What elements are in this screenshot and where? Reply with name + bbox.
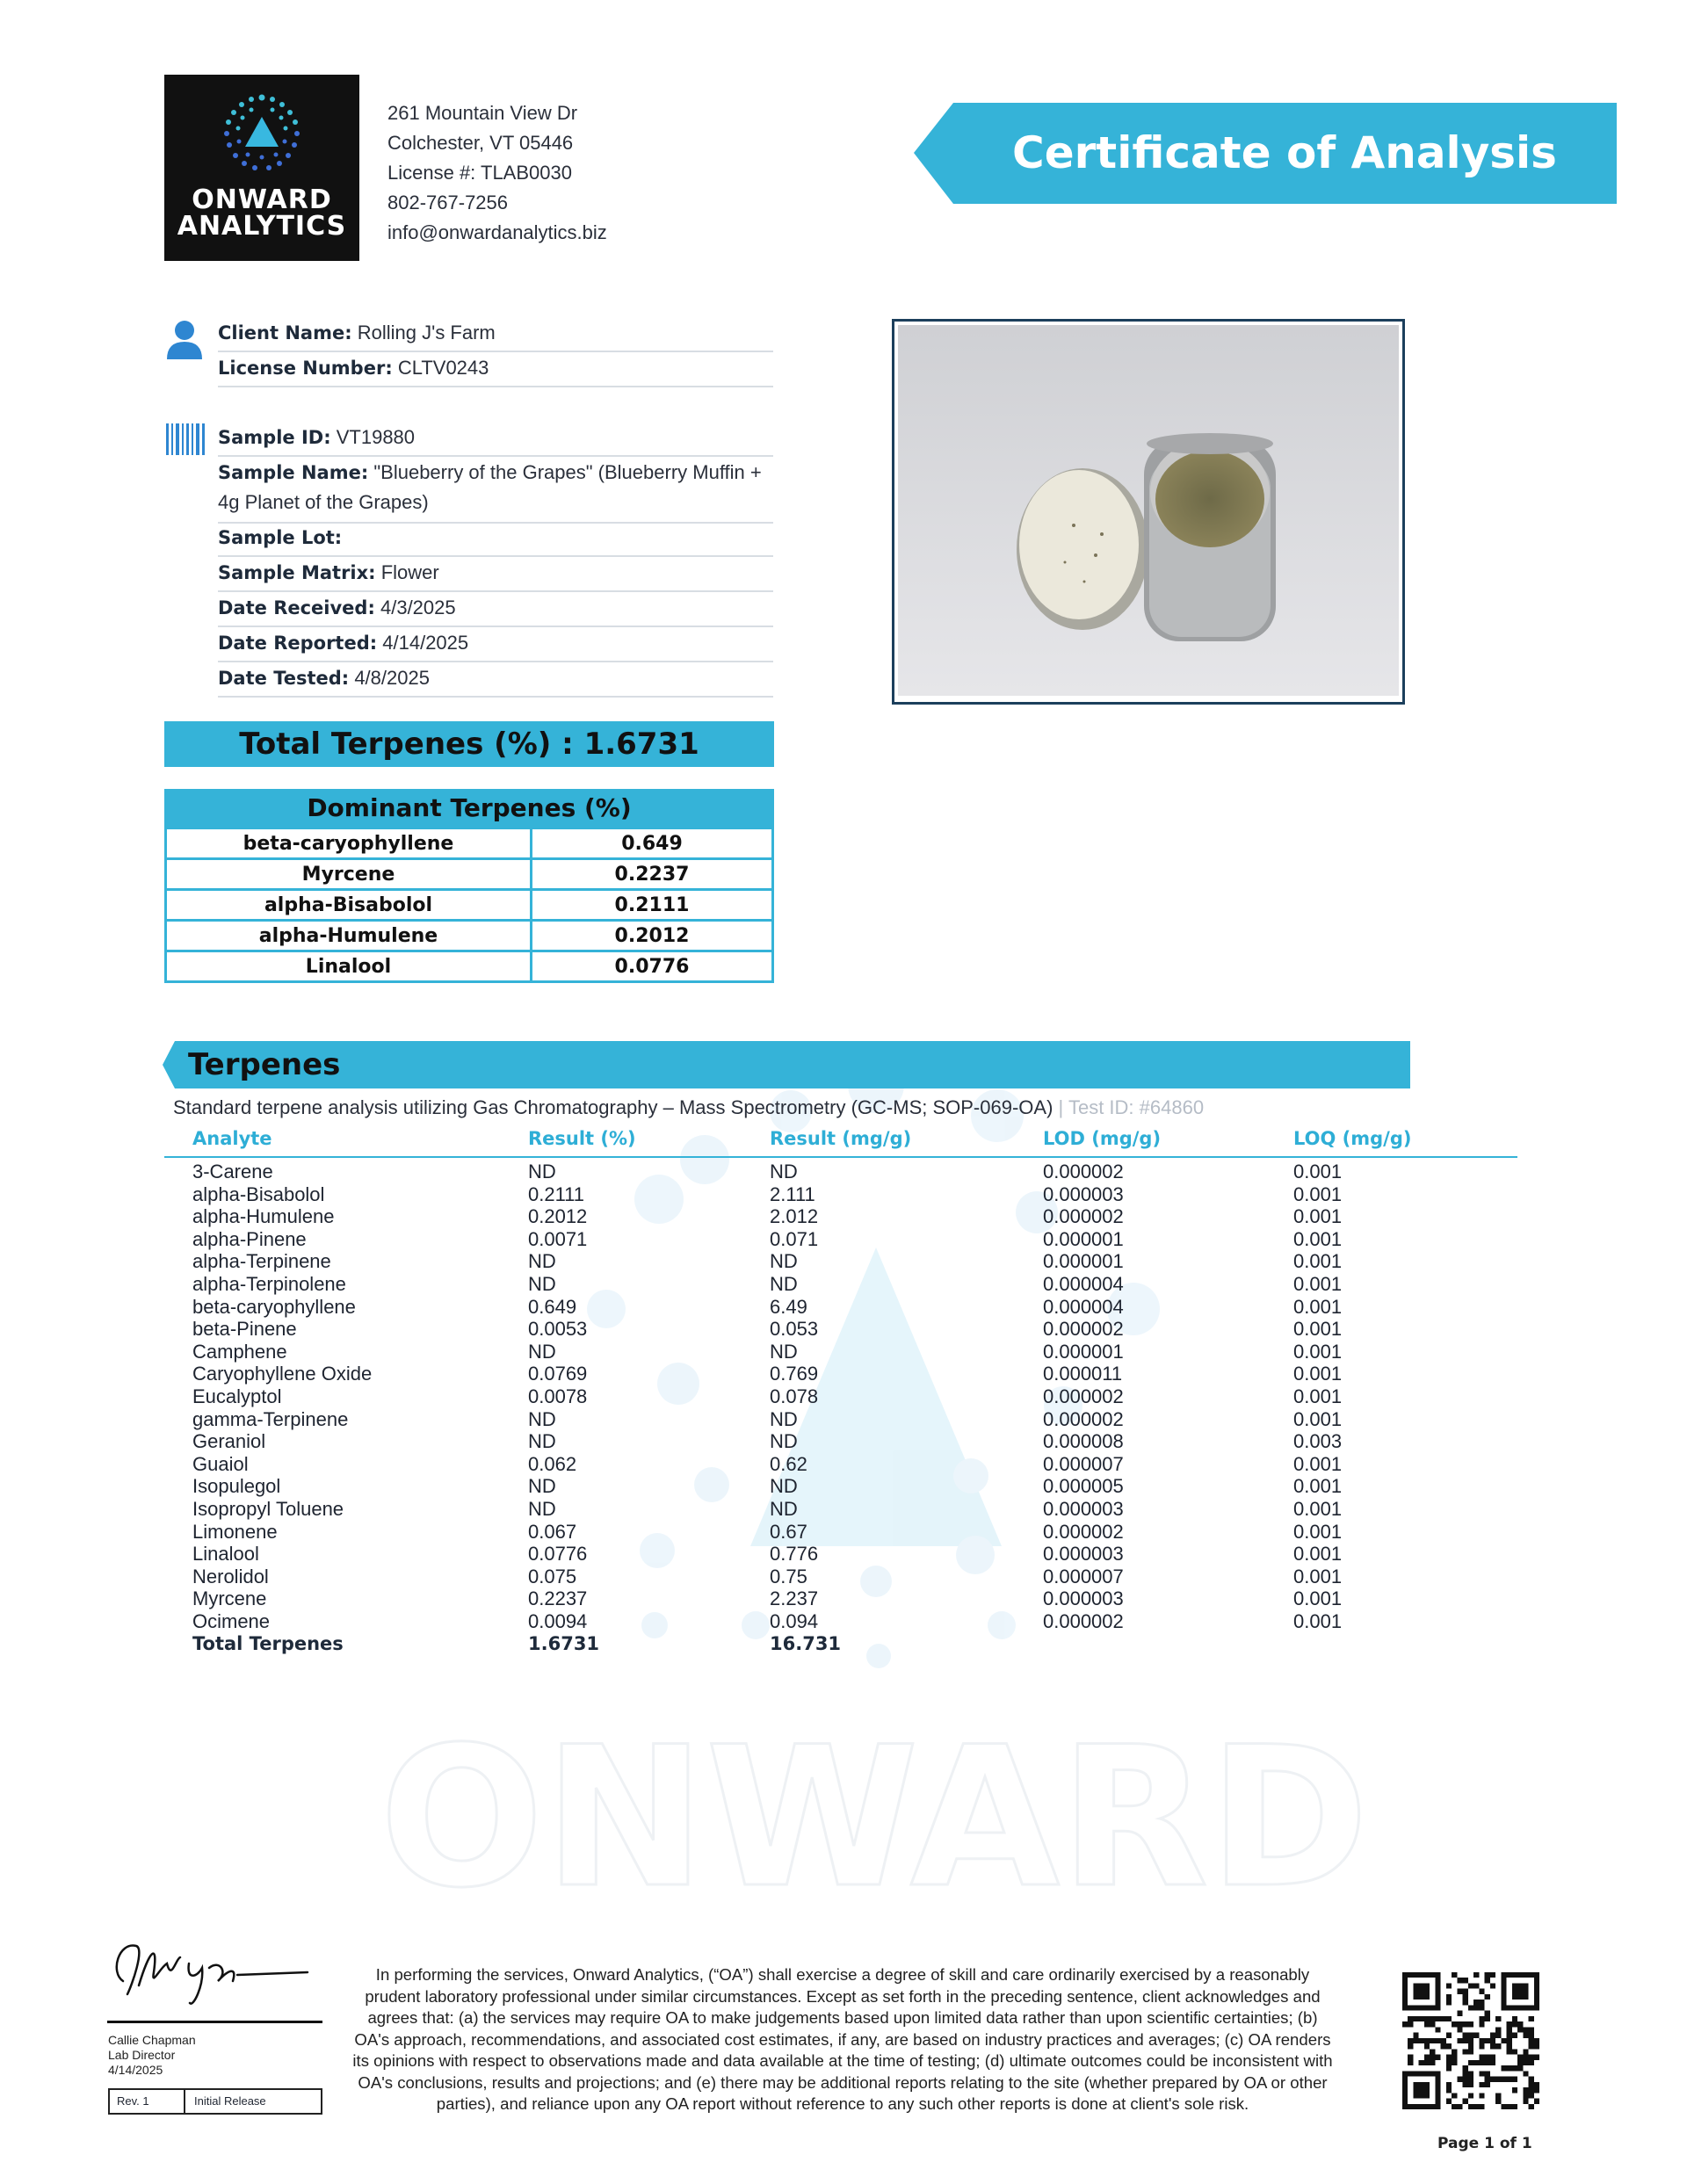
cell-loq: 0.001 [1293, 1273, 1343, 1295]
cell-result-pct: 0.075 [528, 1565, 577, 1587]
test-id: | Test ID: #64860 [1058, 1096, 1205, 1118]
logo-dots-icon [213, 90, 311, 178]
cell-loq: 0.001 [1293, 1363, 1343, 1385]
table-row [0, 1296, 1687, 1319]
sample-id-row [218, 421, 773, 457]
cell-analyte: Caryophyllene Oxide [192, 1363, 373, 1385]
cell-result-pct: 0.2012 [528, 1205, 588, 1228]
date-tested-label: Date Tested: [218, 668, 350, 689]
cell-result-mgg: 2.111 [770, 1182, 815, 1205]
cell-analyte: alpha-Bisabolol [192, 1182, 325, 1205]
cell-analyte: alpha-Terpinolene [192, 1273, 346, 1295]
method-description [173, 1095, 1204, 1121]
cell-lod: 0.000003 [1043, 1498, 1124, 1520]
table-row [0, 1385, 1687, 1408]
cell-loq: 0.001 [1293, 1295, 1343, 1318]
signer-name: Callie Chapman [108, 2033, 196, 2047]
table-row [0, 1566, 1687, 1588]
dominant-value: 0.649 [532, 828, 773, 859]
cell-lod: 0.000001 [1043, 1227, 1124, 1250]
barcode-icon [166, 423, 206, 455]
lab-email[interactable]: info@onwardanalytics.biz [387, 221, 607, 243]
cell-analyte: Ocimene [192, 1610, 271, 1632]
date-received-label: Date Received: [218, 597, 375, 618]
dominant-value: 0.2237 [532, 859, 773, 890]
cell-result-pct: 0.0094 [528, 1610, 588, 1632]
dominant-value: 0.2012 [532, 921, 773, 951]
cell-loq: 0.001 [1293, 1452, 1343, 1475]
cell-lod: 0.000004 [1043, 1273, 1124, 1295]
cell-result-mgg: ND [770, 1475, 798, 1498]
cell-result-mgg: 0.078 [770, 1385, 819, 1407]
signer-block [108, 2033, 196, 2078]
cell-result-pct: ND [528, 1340, 556, 1363]
client-license-label: License Number: [218, 358, 393, 379]
total-terpenes-banner: Total Terpenes (%) : 1.6731 [164, 721, 774, 767]
cell-analyte: alpha-Terpinene [192, 1250, 331, 1273]
revision-box [108, 2088, 322, 2115]
dominant-name: alpha-Humulene [166, 921, 532, 951]
cell-loq: 0.001 [1293, 1385, 1343, 1407]
cell-result-mgg: 2.012 [770, 1205, 819, 1228]
sample-matrix-value: Flower [380, 561, 439, 583]
dominant-value: 0.0776 [532, 951, 773, 982]
cell-analyte: Linalool [192, 1543, 259, 1566]
cell-lod: 0.000008 [1043, 1430, 1124, 1453]
cell-analyte: alpha-Pinene [192, 1227, 307, 1250]
cell-analyte: Nerolidol [192, 1565, 269, 1587]
cell-lod: 0.000002 [1043, 1610, 1124, 1632]
cell-result-pct: 0.2237 [528, 1587, 588, 1610]
sample-id-value: VT19880 [336, 426, 416, 448]
cell-lod: 0.000003 [1043, 1182, 1124, 1205]
signer-title: Lab Director [108, 2048, 176, 2062]
sample-matrix-row [218, 556, 773, 592]
client-license-row [218, 351, 773, 387]
user-icon [165, 319, 205, 363]
sample-name-value: "Blueberry of the Grapes" (Blueberry Muffin + 4g Planet of the Grapes) [218, 461, 762, 513]
dominant-terpenes-table [164, 827, 774, 983]
total-result-mgg: 16.731 [770, 1632, 842, 1654]
col-loq: LOQ (mg/g) [1293, 1128, 1412, 1149]
cell-loq: 0.001 [1293, 1205, 1343, 1228]
cell-analyte: Geraniol [192, 1430, 266, 1453]
signature-line [107, 2021, 322, 2023]
method-text: Standard terpene analysis utilizing Gas Chromatography – Mass Spectrometry (GC-MS; SOP-069-OA) [173, 1096, 1053, 1118]
cell-result-mgg: ND [770, 1250, 798, 1273]
sample-photo [898, 325, 1399, 696]
cell-loq: 0.001 [1293, 1565, 1343, 1587]
page-number: Page 1 of 1 [1437, 2135, 1532, 2152]
table-row [0, 1161, 1687, 1183]
cell-loq: 0.003 [1293, 1430, 1343, 1453]
date-received-value: 4/3/2025 [380, 597, 456, 618]
cell-loq: 0.001 [1293, 1182, 1343, 1205]
table-row [0, 1587, 1687, 1610]
revision-label: Initial Release [194, 2094, 266, 2108]
dominant-name: Linalool [166, 951, 532, 982]
cell-result-mgg: ND [770, 1273, 798, 1295]
cell-lod: 0.000005 [1043, 1475, 1124, 1498]
cell-result-pct: 0.0078 [528, 1385, 588, 1407]
sample-name-label: Sample Name: [218, 462, 369, 483]
cell-lod: 0.000001 [1043, 1340, 1124, 1363]
cell-result-pct: ND [528, 1273, 556, 1295]
lab-phone: 802-767-7256 [387, 192, 509, 213]
cell-lod: 0.000003 [1043, 1587, 1124, 1610]
sample-lot-label: Sample Lot: [218, 527, 343, 548]
cell-loq: 0.001 [1293, 1587, 1343, 1610]
table-row [0, 1475, 1687, 1498]
col-lod: LOD (mg/g) [1043, 1128, 1162, 1149]
cell-result-pct: ND [528, 1430, 556, 1453]
cell-analyte: beta-caryophyllene [192, 1295, 356, 1318]
cell-analyte: Isopulegol [192, 1475, 281, 1498]
sample-name-row [218, 456, 773, 524]
disclaimer-text: In performing the services, Onward Analytics, (“OA”) shall exercise a degree of skill and care ordinarily exercised by a reasonably prudent laboratory professional under similar circumstances. Except as set forth in the preceding sentence, client acknowledges and agrees that: (a) the services may require OA to make judgements based upon limited data rather than upon scientific certainties; (b) OA's approach, recommendations, and associated cost estimates, if any, are based on industry practices and averages; (c) OA renders its opinions with respect to observations made and data available at the time of testing; (d) ultimate outcomes could be inconsistent with OA's conclusions, results and projections; and (e) there may be additional reports relating to the site (whether prepared by OA or other parties), and reliance upon any OA report without reference to any such other reports is done at client's sole risk. [352, 1965, 1333, 2113]
table-row [0, 1453, 1687, 1476]
cell-loq: 0.001 [1293, 1340, 1343, 1363]
date-reported-value: 4/14/2025 [382, 632, 469, 654]
cell-analyte: alpha-Humulene [192, 1205, 335, 1228]
cell-result-mgg: 0.62 [770, 1452, 807, 1475]
cell-lod: 0.000002 [1043, 1520, 1124, 1543]
cell-result-mgg: 2.237 [770, 1587, 819, 1610]
sample-matrix-label: Sample Matrix: [218, 562, 376, 583]
cell-result-mgg: ND [770, 1498, 798, 1520]
table-row [0, 1498, 1687, 1521]
total-result-pct: 1.6731 [528, 1632, 600, 1654]
cell-result-mgg: ND [770, 1161, 798, 1182]
cell-result-mgg: 0.071 [770, 1227, 819, 1250]
client-name-value: Rolling J's Farm [357, 322, 496, 344]
table-row [0, 1273, 1687, 1296]
cell-lod: 0.000002 [1043, 1205, 1124, 1228]
document-title: Certificate of Analysis [1012, 127, 1557, 178]
cell-loq: 0.001 [1293, 1250, 1343, 1273]
cell-lod: 0.000001 [1043, 1250, 1124, 1273]
cell-loq: 0.001 [1293, 1610, 1343, 1632]
dominant-row [166, 921, 773, 951]
table-row [0, 1430, 1687, 1453]
cell-result-pct: ND [528, 1498, 556, 1520]
cell-result-mgg: 0.776 [770, 1543, 819, 1566]
results-table-header [164, 1125, 1517, 1158]
cell-analyte: beta-Pinene [192, 1318, 297, 1341]
table-row [0, 1363, 1687, 1385]
cell-loq: 0.001 [1293, 1227, 1343, 1250]
cell-result-pct: ND [528, 1407, 556, 1430]
cell-loq: 0.001 [1293, 1520, 1343, 1543]
dominant-name: Myrcene [166, 859, 532, 890]
client-license-value: CLTV0243 [397, 357, 489, 379]
terpenes-section-title: Terpenes [188, 1047, 341, 1082]
cell-loq: 0.001 [1293, 1498, 1343, 1520]
cell-lod: 0.000004 [1043, 1295, 1124, 1318]
cell-loq: 0.001 [1293, 1407, 1343, 1430]
date-reported-label: Date Reported: [218, 633, 378, 654]
table-row [0, 1250, 1687, 1273]
total-row [0, 1633, 1687, 1656]
cell-result-mgg: 0.053 [770, 1318, 819, 1341]
sample-id-label: Sample ID: [218, 427, 331, 448]
date-received-row [218, 591, 773, 627]
cell-result-mgg: ND [770, 1430, 798, 1453]
cell-loq: 0.001 [1293, 1318, 1343, 1341]
cell-analyte: gamma-Terpinene [192, 1407, 349, 1430]
cell-lod: 0.000011 [1043, 1363, 1123, 1385]
client-name-label: Client Name: [218, 322, 352, 344]
dominant-row [166, 859, 773, 890]
cell-analyte: Camphene [192, 1340, 287, 1363]
cell-lod: 0.000002 [1043, 1161, 1124, 1182]
cell-analyte: Guaiol [192, 1452, 249, 1475]
col-result-mgg: Result (mg/g) [770, 1128, 912, 1149]
cell-loq: 0.001 [1293, 1475, 1343, 1498]
dominant-name: alpha-Bisabolol [166, 890, 532, 921]
cell-analyte: 3-Carene [192, 1161, 273, 1182]
cell-lod: 0.000007 [1043, 1565, 1124, 1587]
cell-loq: 0.001 [1293, 1543, 1343, 1566]
client-name-row [218, 316, 773, 352]
logo-wordmark: ONWARD ANALYTICS [177, 184, 347, 242]
address-line1: 261 Mountain View Dr [387, 102, 578, 124]
cell-analyte: Myrcene [192, 1587, 267, 1610]
date-reported-row [218, 626, 773, 662]
cell-result-pct: ND [528, 1161, 556, 1182]
cell-result-pct: 0.067 [528, 1520, 577, 1543]
cell-result-mgg: 0.094 [770, 1610, 819, 1632]
cell-result-pct: 0.2111 [528, 1182, 585, 1205]
cell-lod: 0.000007 [1043, 1452, 1124, 1475]
cell-analyte: Isopropyl Toluene [192, 1498, 344, 1520]
dominant-terpenes-title: Dominant Terpenes (%) [164, 789, 774, 827]
signer-date: 4/14/2025 [108, 2063, 163, 2077]
dominant-name: beta-caryophyllene [166, 828, 532, 859]
lab-address-block [387, 98, 607, 248]
lab-license: License #: TLAB0030 [387, 162, 572, 184]
col-analyte: Analyte [192, 1128, 272, 1149]
table-row [0, 1341, 1687, 1363]
terpenes-section-banner [163, 1041, 1410, 1088]
table-row [0, 1205, 1687, 1228]
cell-lod: 0.000002 [1043, 1385, 1124, 1407]
cell-result-mgg: 0.75 [770, 1565, 807, 1587]
cell-lod: 0.000002 [1043, 1318, 1124, 1341]
cell-analyte: Limonene [192, 1520, 278, 1543]
table-row [0, 1318, 1687, 1341]
dominant-row [166, 890, 773, 921]
cell-result-pct: 0.0769 [528, 1363, 588, 1385]
cell-result-pct: 0.649 [528, 1295, 577, 1318]
total-analyte: Total Terpenes [192, 1632, 344, 1654]
cell-result-pct: 0.0053 [528, 1318, 588, 1341]
cell-result-mgg: 0.769 [770, 1363, 819, 1385]
cell-result-pct: ND [528, 1250, 556, 1273]
cell-result-pct: ND [528, 1475, 556, 1498]
svg-text:ONWARD: ONWARD [379, 1705, 1370, 1930]
lab-logo [164, 75, 359, 261]
table-row [0, 1543, 1687, 1566]
revision-number: Rev. 1 [110, 2090, 185, 2113]
table-row [0, 1521, 1687, 1544]
table-row [0, 1183, 1687, 1206]
cell-result-mgg: 0.67 [770, 1520, 807, 1543]
dominant-row [166, 828, 773, 859]
dominant-value: 0.2111 [532, 890, 773, 921]
cell-result-pct: 0.062 [528, 1452, 577, 1475]
date-tested-row [218, 662, 773, 698]
sample-lot-row [218, 521, 773, 557]
cell-result-pct: 0.0776 [528, 1543, 588, 1566]
qr-code[interactable] [1402, 1972, 1539, 2109]
cell-lod: 0.000002 [1043, 1407, 1124, 1430]
cell-result-mgg: ND [770, 1340, 798, 1363]
cell-lod: 0.000003 [1043, 1543, 1124, 1566]
table-row [0, 1408, 1687, 1431]
date-tested-value: 4/8/2025 [354, 667, 430, 689]
col-result-pct: Result (%) [528, 1128, 636, 1149]
cell-result-mgg: ND [770, 1407, 798, 1430]
cell-loq: 0.001 [1293, 1161, 1343, 1182]
table-row [0, 1228, 1687, 1251]
signature [105, 1933, 334, 2012]
dominant-row [166, 951, 773, 982]
cell-result-mgg: 6.49 [770, 1295, 807, 1318]
cell-analyte: Eucalyptol [192, 1385, 282, 1407]
table-row [0, 1610, 1687, 1633]
address-line2: Colchester, VT 05446 [387, 132, 574, 154]
cell-result-pct: 0.0071 [528, 1227, 588, 1250]
